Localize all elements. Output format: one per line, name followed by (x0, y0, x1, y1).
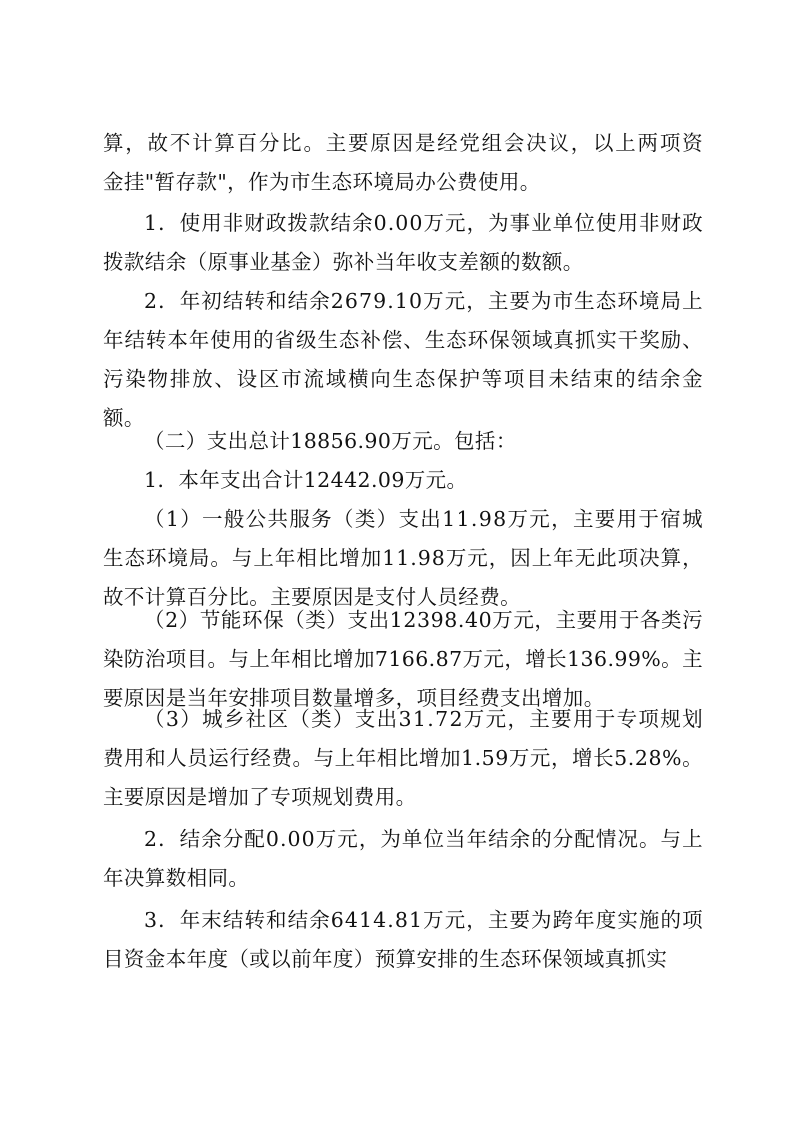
text-line: 额。 (103, 406, 145, 430)
text-line: 生态环境局。与上年相比增加11.98万元，因上年无此项决算， (103, 546, 704, 570)
text-line: 目资金本年度（或以前年度）预算安排的生态环保领域真抓实 (103, 947, 668, 971)
paragraph-expenditure-total (103, 422, 703, 461)
paragraph-annual-expenditure (103, 461, 703, 500)
text-line: 1．本年支出合计12442.09万元。 (144, 468, 468, 492)
text-line: （2）节能环保（类）支出12398.40万元，主要用于各类污 (144, 608, 704, 632)
text-line: 拨款结余（原事业基金）弥补当年收支差额的数额。 (103, 250, 584, 274)
text-line: 金挂"暂存款"，作为市生态环境局办公费使用。 (103, 170, 541, 194)
text-line: 染防治项目。与上年相比增加7166.87万元，增长136.99%。主 (103, 647, 703, 671)
text-line: 故不计算百分比。主要原因是支付人员经费。 (103, 585, 521, 609)
text-line: （二）支出总计18856.90万元。包括： (144, 429, 517, 453)
text-line: 2．年初结转和结余2679.10万元，主要为市生态环境局上 (144, 289, 704, 313)
text-line: 2．结余分配0.00万元，为单位当年结余的分配情况。与上 (144, 827, 704, 851)
paragraph-urban-rural (103, 700, 703, 817)
text-line: 年决算数相同。 (103, 866, 250, 890)
text-line: 要原因是当年安排项目数量增多，项目经费支出增加。 (103, 686, 605, 710)
text-line: （3）城乡社区（类）支出31.72万元，主要用于专项规划 (144, 707, 704, 731)
paragraph-continuation (103, 124, 703, 202)
text-line: （1）一般公共服务（类）支出11.98万元，主要用于宿城 (144, 507, 704, 531)
text-line: 费用和人员运行经费。与上年相比增加1.59万元，增长5.28%。 (103, 746, 704, 770)
text-line: 年结转本年使用的省级生态补偿、生态环保领域真抓实干奖励、 (103, 328, 704, 352)
text-line: 算，故不计算百分比。主要原因是经党组会决议，以上两项资 (103, 131, 705, 155)
text-line: 3．年末结转和结余6414.81万元，主要为跨年度实施的项 (144, 908, 704, 932)
text-line: 主要原因是增加了专项规划费用。 (103, 785, 417, 809)
paragraph-closing-balance (103, 901, 703, 979)
paragraph-non-fiscal-surplus (103, 204, 703, 282)
paragraph-public-services (103, 500, 703, 617)
paragraph-surplus-distribution (103, 820, 703, 898)
text-line: 污染物排放、设区市流域横向生态保护等项目未结束的结余金 (103, 367, 705, 391)
text-line: 1．使用非财政拨款结余0.00万元，为事业单位使用非财政 (144, 211, 704, 235)
paragraph-opening-balance (103, 282, 703, 438)
